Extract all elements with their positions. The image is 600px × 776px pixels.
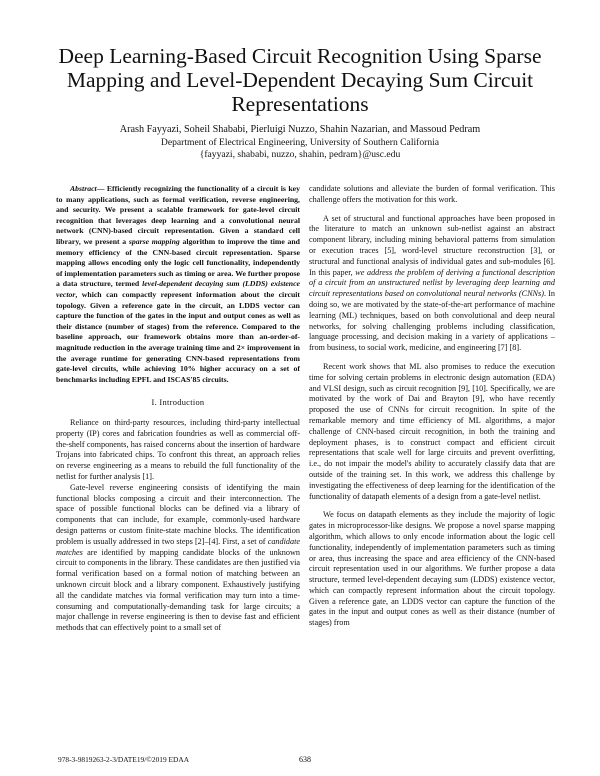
intro-p3-text-a: A set of structural and functional approaches have been proposed in the literature to match an unknown sub-netlist against an abstract component library, including mining behavioral patterns from simulation or execution traces [5], word-level structure reconstruction [3], or structural and functional analysis of individual gates and sub-modules [6]. In this paper, (309, 213, 555, 277)
right-column (309, 184, 555, 629)
abstract-text-3: , which can compactly represent information about the circuit topology. Given a reference gate in the circuit, an LDDS vector can capture the function of the gates in the input and output cones as well as their distance (number of stages) from the reference. Compared to the baseline approach, our framework obtains more than an-order-of-magnitude reduction in the average training time and 2× improvement in the average runtime for generating CNN-based representations from gate-level circuits, while achieving 10% higher accuracy on a set of benchmarks including EPFL and ISCAS'85 circuits. (56, 289, 300, 384)
intro-p2-text-a: Gate-level reverse engineering consists of identifying the main functional blocks composing a circuit and their interconnection. The space of possible functional blocks can be defined via a library of components that can include, for example, commonly-used hardware design patterns or custom finite-state machine blocks. The identification problem is usually addressed in two steps [2]–[4]. First, a set of (56, 482, 300, 546)
intro-paragraph-2 (56, 483, 300, 634)
abstract-emph-2: level-dependent decaying sum (LDDS) existence vector (56, 279, 300, 299)
abstract-text-2: algorithm to improve the time and memory efficiency of the CNN-based circuit representation. Sparse mapping allows encoding only the logic cell functionality, independently of implementation parameters such as timing or area. We further propose a data structure, termed (56, 236, 300, 289)
author-list: Arash Fayyazi, Soheil Shababi, Pierluigi Nuzzo, Shahin Nazarian, and Massoud Pedram (119, 124, 481, 135)
abstract-label: Abstract (70, 184, 97, 193)
left-column (56, 184, 300, 634)
intro-p2-emph: candidate matches (56, 536, 300, 557)
paper-title: Deep Learning-Based Circuit Recognition Using Sparse Mapping and Level-Dependent Decaying Sum Circuit Representations (58, 44, 542, 116)
intro-p3-emph: we address the problem of deriving a functional description of a circuit from an unstructured netlist by leveraging deep learning and circuit representations based on convolutional neural networks (CNNs) (309, 267, 555, 299)
intro-paragraph-2-continued: candidate solutions and alleviate the burden of formal verification. This challenge offers the motivation for this work. (309, 184, 555, 204)
abstract (56, 184, 300, 385)
intro-paragraph-4: Recent work shows that ML also promises to reduce the execution time for solving certain problems in electronic design automation (EDA) and VLSI design, such as circuit recognition [9], [10]. Specifically, we are motivated by the work of Dai and Brayton [9], who have recently proposed the use of CNNs for circuit recognition. In spite of the remarkable memory and time efficiency of ML algorithms, a major challenge of CNN-based circuit recognition, in both the training and deployment phases, is to construct compact and efficient circuit representations that scale well for large circuits and prevent overfitting, i.e., do not impair the model's ability to accurately classify data that are outside of the training set. In this work, we address this challenge by investigating the effectiveness of deep learning for the identification of the functionality of datapath elements of a design from a gate-level netlist. (309, 361, 555, 501)
abstract-dash: — (96, 184, 107, 193)
intro-paragraph-5: We focus on datapath elements as they include the majority of logic gates in microprocessor-like designs. We propose a novel sparse mapping algorithm, which allows to only encode information about the logic cell functionality, independently of implementation parameters such as timing or area, thus increasing the space and area efficiency of the CNN-based circuit representation used in our algorithms. We further propose a data structure, termed level-dependent decaying sum (LDDS) existence vector, which can compactly represent information about the circuit topology. Given a reference gate, an LDDS vector can capture the function of the gates in the input and output cones as well as their distance (number of stages) from (309, 510, 555, 628)
intro-p2-text-b: are identified by mapping candidate blocks of the unknown circuit to components in the library. These candidates are then justified via formal verification based on a formal notion of matching between an unknown circuit block and a library component. Exhaustively justifying all the candidate matches via formal verification may turn into a time-consuming and computationally-demanding task for large circuits; a major challenge in reverse engineering is then to devise fast and efficient methods that can effectively point to a small set of (56, 547, 300, 633)
abstract-emph-1: sparse mapping (128, 236, 180, 246)
intro-p3-text-b: . In doing so, we are motivated by the state-of-the-art performance of machine learning (ML) techniques, based on both convolutional and deep neural networks, for solving challenging problems including classification, language processing, and decision making in a variety of applications – from business, to social work, medicine, and engineering [7] [8]. (309, 289, 555, 353)
affiliation: Department of Electrical Engineering, University of Southern California (160, 137, 440, 148)
author-emails: {fayyazi, shababi, nuzzo, shahin, pedram}@usc.edu (199, 149, 401, 160)
section-heading-introduction: I. Introduction (151, 398, 205, 408)
page-number: 638 (299, 755, 311, 764)
footer-isbn: 978-3-9819263-2-3/DATE19/©2019 EDAA (58, 755, 190, 764)
intro-paragraph-1: Reliance on third-party resources, including third-party intellectual property (IP) cores and fabrication foundries as well as commercial off-the-shelf components, has raised concerns about the insertion of hardware Trojans into fabricated chips. To confront this threat, an approach relies on reverse engineering as a means to rebuild the full functionality of the netlist for further analysis [1]. (56, 418, 300, 482)
intro-paragraph-3 (309, 214, 555, 354)
abstract-text-1: Efficiently recognizing the functionality of a circuit is key to many applications, such as formal verification, reverse engineering, and security. We present a scalable framework for gate-level circuit recognition that leverages deep learning and a convolutional neural network (CNN)-based circuit representation. Given a standard cell library, we present a (56, 184, 300, 246)
